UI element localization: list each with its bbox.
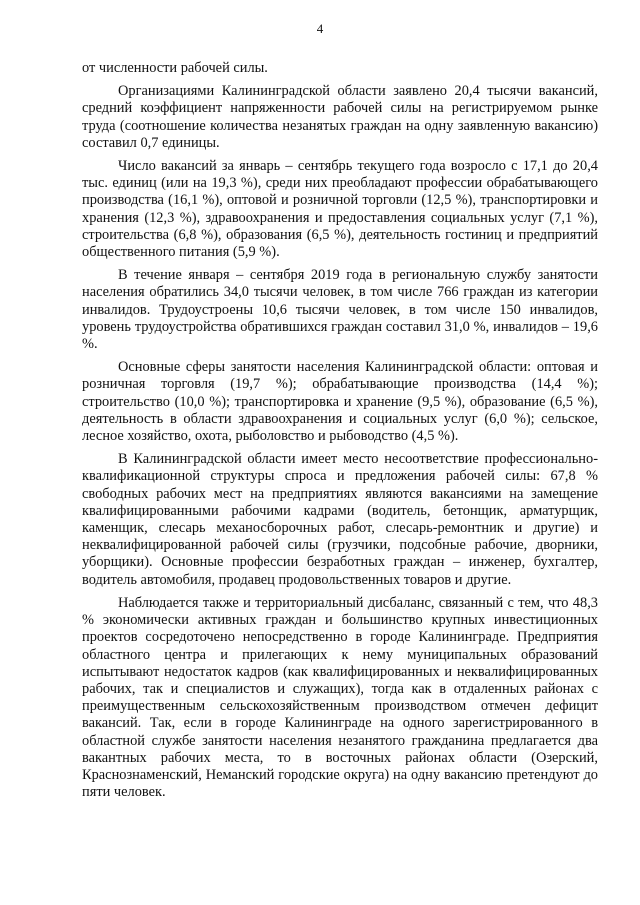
document-body: [82, 60, 598, 807]
paragraph-vacancies: Организациями Калининградской области заявлено 20,4 тысячи вакансий, средний коэффициент напряженности рабочей силы на регистрируемом рынке труда (соотношение количества незанятых граждан на одну заявленную вакансию) составил 0,7 единицы.: [82, 83, 598, 151]
paragraph-continuation: от численности рабочей силы.: [82, 60, 268, 76]
page-number: 4: [316, 21, 324, 36]
paragraph-qualification-mismatch: В Калининградской области имеет место несоответствие профессионально-квалификационной структуры спроса и предложения рабочей силы: 67,8 % свободных рабочих мест на предприятиях являются вакансиями на замещение квалифицированными рабочими кадрами (водитель, бетонщик, арматурщик, каменщик, слесарь механосборочных работ, слесарь-ремонтник и другие) и неквалифицированной рабочей силы (грузчики, подсобные рабочие, дворники, уборщики). Основные профессии безработных граждан – инженер, бухгалтер, водитель автомобиля, продавец продовольственных товаров и другие.: [82, 451, 598, 588]
paragraph-vacancy-growth: Число вакансий за январь – сентябрь текущего года возросло с 17,1 до 20,4 тыс. единиц (или на 19,3 %), среди них преобладают профессии обрабатывающего производства (16,1 %), оптовой и розничной торговли (12,5 %), транспортировки и хранения (12,3 %), здравоохранения и предоставления социальных услуг (7,1 %), строительства (6,8 %), образования (6,5 %), деятельность гостиниц и предприятий общественного питания (5,9 %).: [82, 158, 598, 261]
paragraph-territorial-imbalance: Наблюдается также и территориальный дисбаланс, связанный с тем, что 48,3 % экономически активных граждан и большинство крупных инвестиционных проектов сосредоточено непосредственно в городе Калининграде. Предприятия областного центра и прилегающих к нему муниципальных образований испытывают недостаток кадров (как квалифицированных и неквалифицированных рабочих, так и специалистов и служащих), тогда как в отдаленных районах с преимущественным сельскохозяйственным производством отмечен дефицит вакансий. Так, если в городе Калининграде на одного зарегистрированного в областной службе занятости населения незанятого гражданина предлагается два вакантных рабочих места, то в восточных районах области (Озерский, Краснознаменский, Неманский городские округа) на одну вакансию претендуют до пяти человек.: [82, 594, 598, 801]
paragraph-employment-service: В течение января – сентября 2019 года в региональную службу занятости населения обратились 34,0 тысячи человек, в том числе 766 граждан из категории инвалидов. Трудоустроены 10,6 тысячи человек, в том числе 150 инвалидов, уровень трудоустройства обратившихся граждан составил 31,0 %, инвалидов – 19,6 %.: [82, 267, 598, 353]
paragraph-employment-spheres: Основные сферы занятости населения Калининградской области: оптовая и розничная торговля (19,7 %); обрабатывающие производства (14,4 %); строительство (10,0 %); транспортировка и хранение (9,5 %), образование (6,5 %), деятельность в области здравоохранения и социальных услуг (6,0 %); сельское, лесное хозяйство, охота, рыболовство и рыбоводство (4,5 %).: [82, 359, 598, 445]
